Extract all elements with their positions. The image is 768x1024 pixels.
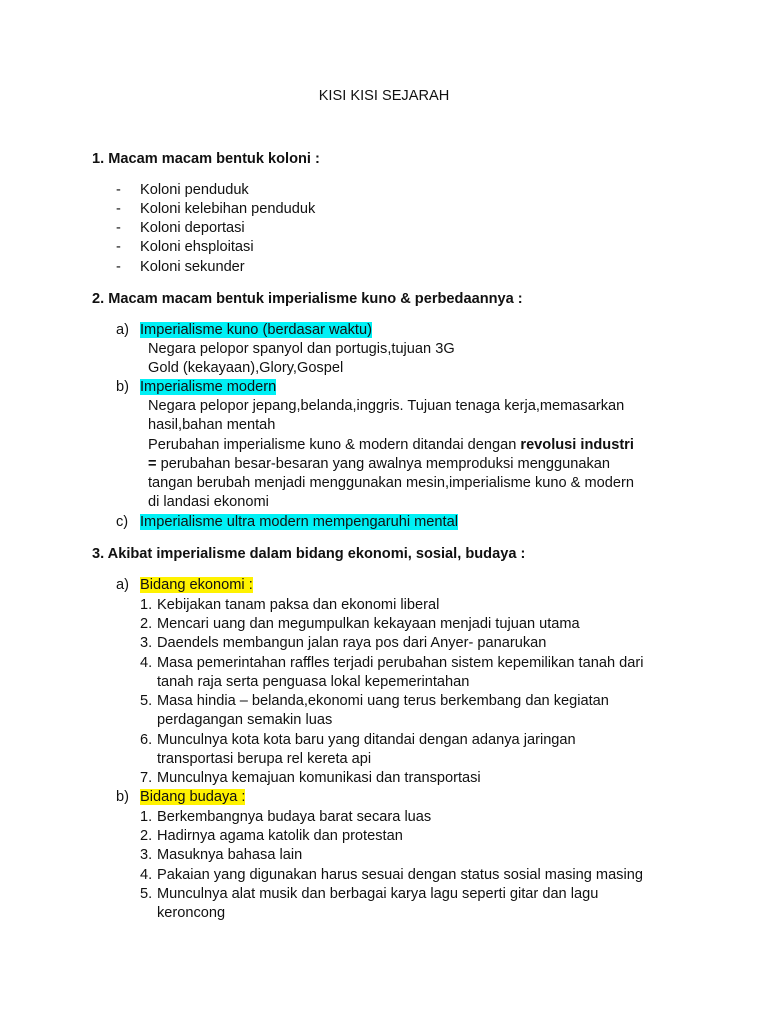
highlight-imperialisme-ultra-modern: Imperialisme ultra modern mempengaruhi mental (140, 514, 458, 530)
section-3-heading: 3. Akibat imperialisme dalam bidang ekonomi, sosial, budaya : (92, 546, 526, 562)
highlight-imperialisme-modern: Imperialisme modern (140, 379, 277, 395)
bullet-dash: - (116, 259, 121, 275)
section-2-heading: 2. Macam macam bentuk imperialisme kuno & perbedaannya : (92, 291, 523, 307)
list-item: Koloni kelebihan penduduk (140, 201, 316, 217)
list-item-continuation: keroncong (157, 905, 226, 921)
marker-a: a) (116, 577, 129, 593)
list-item: Masa pemerintahan raffles terjadi perubahan sistem kepemilikan tanah dari (157, 655, 644, 671)
page-title: KISI KISI SEJARAH (318, 88, 450, 104)
item-number: 1. (140, 597, 153, 613)
item-number: 7. (140, 770, 153, 786)
section-1-heading: 1. Macam macam bentuk koloni : (92, 151, 320, 167)
list-item: Kebijakan tanam paksa dan ekonomi liberal (157, 597, 440, 613)
highlight-bidang-ekonomi: Bidang ekonomi : (140, 577, 253, 593)
item-number: 5. (140, 886, 153, 902)
list-item: Masuknya bahasa lain (157, 847, 303, 863)
definition-line (148, 455, 610, 474)
item-number: 2. (140, 828, 153, 844)
list-item: Munculnya alat musik dan berbagai karya lagu seperti gitar dan lagu (157, 886, 599, 902)
list-item: Pakaian yang digunakan harus sesuai dengan status sosial masing masing (157, 867, 643, 883)
list-item: Munculnya kemajuan komunikasi dan transportasi (157, 770, 481, 786)
body-line: Gold (kekayaan),Glory,Gospel (148, 360, 344, 376)
list-item-continuation: perdagangan semakin luas (157, 712, 333, 728)
item-number: 2. (140, 616, 153, 632)
body-line: hasil,bahan mentah (148, 417, 276, 433)
highlight-imperialisme-kuno: Imperialisme kuno (berdasar waktu) (140, 322, 372, 338)
list-item-continuation: tanah raja serta penguasa lokal kepemerintahan (157, 674, 470, 690)
bullet-dash: - (116, 220, 121, 236)
item-number: 3. (140, 847, 153, 863)
marker-b: b) (116, 379, 129, 395)
list-item: Koloni sekunder (140, 259, 245, 275)
list-item-continuation: transportasi berupa rel kereta api (157, 751, 372, 767)
item-number: 4. (140, 655, 153, 671)
bullet-dash: - (116, 182, 121, 198)
body-line: Negara pelopor jepang,belanda,inggris. Tujuan tenaga kerja,memasarkan (148, 398, 625, 414)
list-item: Koloni penduduk (140, 182, 249, 198)
perubahan-line (148, 436, 634, 455)
list-item: Daendels membangun jalan raya pos dari Anyer- panarukan (157, 635, 547, 651)
marker-a: a) (116, 322, 129, 338)
definition-text: perubahan besar-besaran yang awalnya memproduksi menggunakan (156, 456, 611, 472)
bullet-dash: - (116, 239, 121, 255)
body-line: di landasi ekonomi (148, 494, 269, 510)
revolusi-industri-term: revolusi industri (520, 437, 634, 453)
highlight-bidang-budaya: Bidang budaya : (140, 789, 246, 805)
list-item: Masa hindia – belanda,ekonomi uang terus berkembang dan kegiatan (157, 693, 609, 709)
equals-sign: = (148, 456, 157, 472)
perubahan-text: Perubahan imperialisme kuno & modern ditandai dengan (148, 437, 521, 453)
marker-b: b) (116, 789, 129, 805)
item-number: 5. (140, 693, 153, 709)
bullet-dash: - (116, 201, 121, 217)
marker-c: c) (116, 514, 129, 530)
list-item: Munculnya kota kota baru yang ditandai dengan adanya jaringan (157, 732, 576, 748)
item-number: 1. (140, 809, 153, 825)
list-item: Koloni ehsploitasi (140, 239, 254, 255)
list-item: Hadirnya agama katolik dan protestan (157, 828, 403, 844)
item-number: 6. (140, 732, 153, 748)
item-number: 4. (140, 867, 153, 883)
list-item: Mencari uang dan megumpulkan kekayaan menjadi tujuan utama (157, 616, 580, 632)
list-item: Berkembangnya budaya barat secara luas (157, 809, 432, 825)
list-item: Koloni deportasi (140, 220, 245, 236)
body-line: Negara pelopor spanyol dan portugis,tujuan 3G (148, 341, 455, 357)
body-line: tangan berubah menjadi menggunakan mesin,imperialisme kuno & modern (148, 475, 634, 491)
item-number: 3. (140, 635, 153, 651)
